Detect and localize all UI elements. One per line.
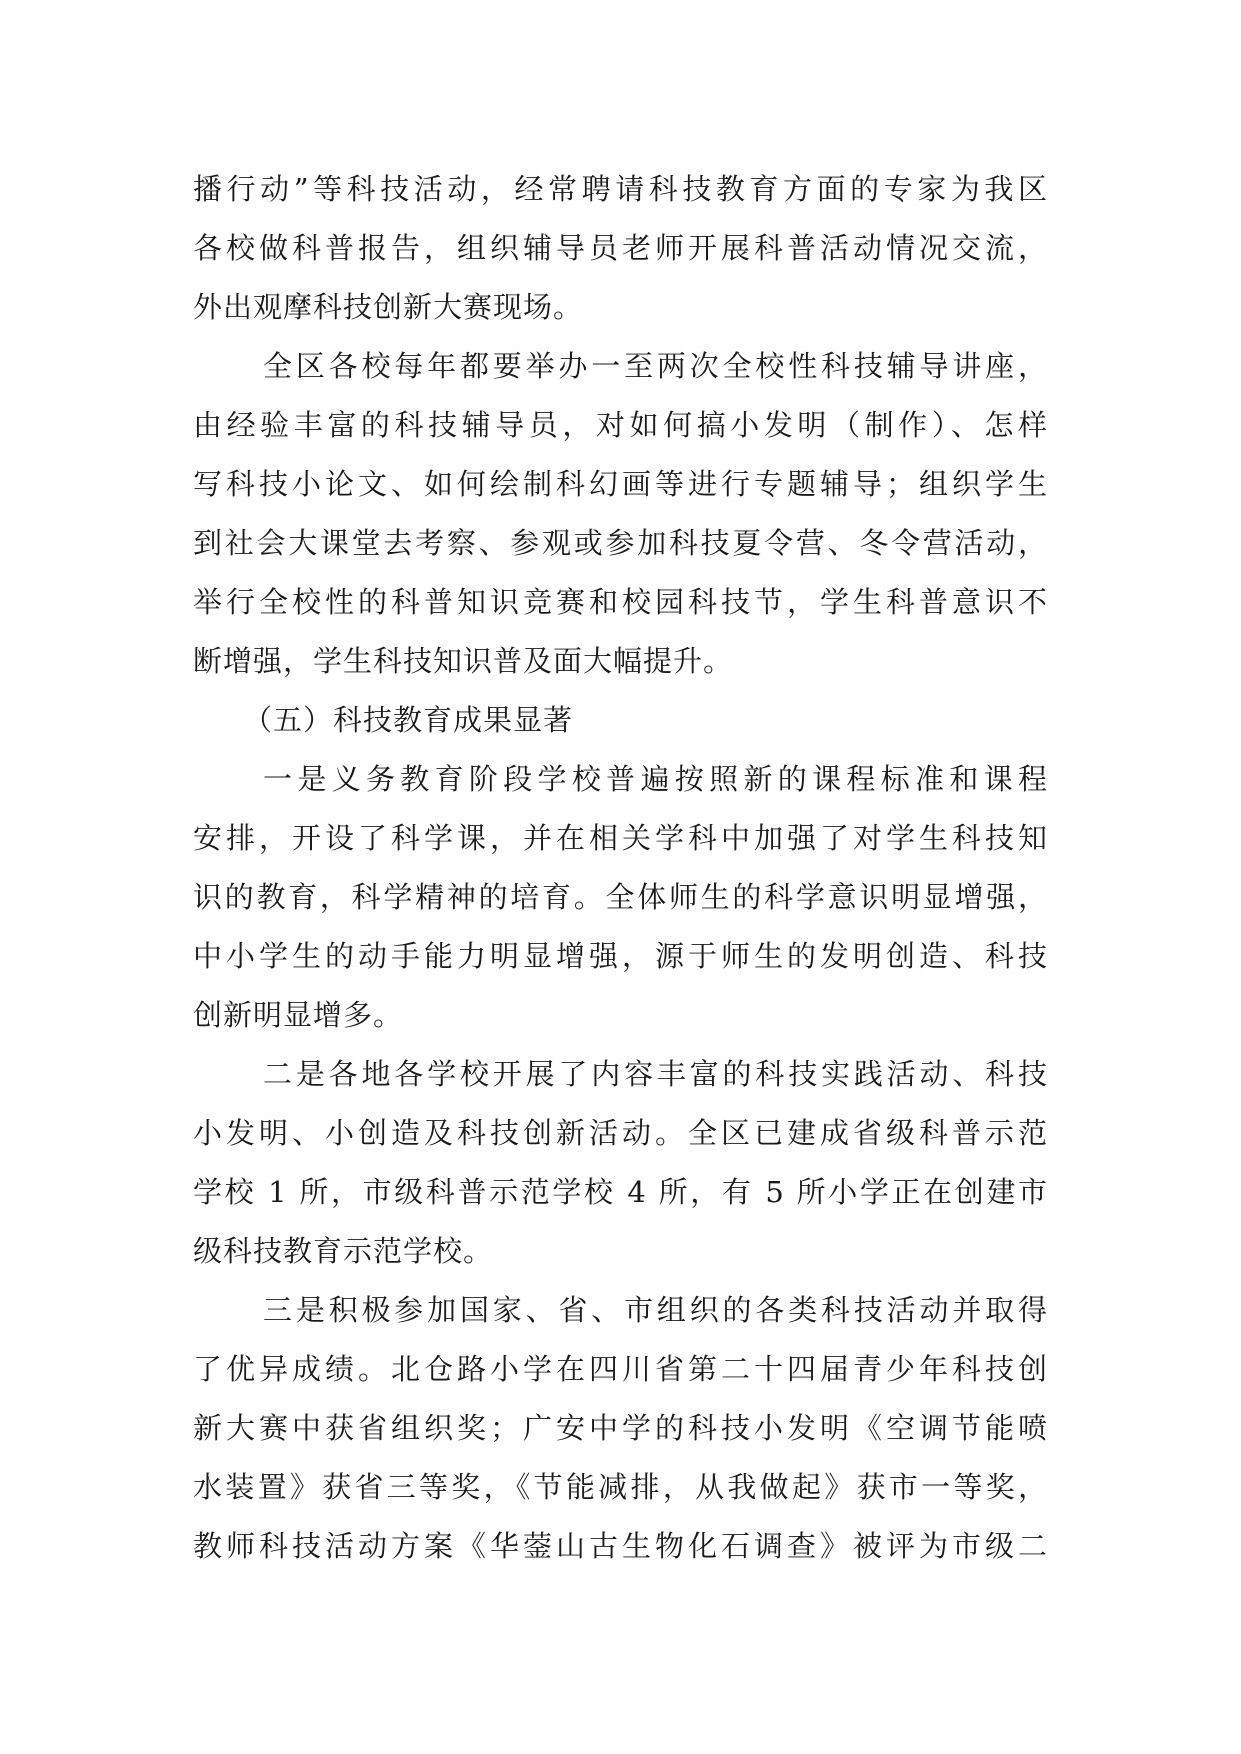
text-line: 识的教育，科学精神的培育。全体师生的科学意识明显增强，: [193, 880, 1048, 914]
text-line: 中小学生的动手能力明显增强，源于师生的发明创造、科技: [193, 939, 1048, 973]
text-line: 外出观摩科技创新大赛现场。: [193, 290, 584, 324]
text-line: 小发明、小创造及科技创新活动。全区已建成省级科普示范: [193, 1116, 1048, 1150]
text-line: 级科技教育示范学校。: [193, 1234, 494, 1268]
text-line: 水装置》获省三等奖，《节能减排，从我做起》获市一等奖，: [193, 1470, 1048, 1504]
text-line: 各校做科普报告，组织辅导员老师开展科普活动情况交流，: [193, 231, 1048, 265]
text-line: 学校 1 所，市级科普示范学校 4 所，有 5 所小学正在创建市: [193, 1175, 1048, 1209]
text-line: 由经验丰富的科技辅导员，对如何搞小发明（制作）、怎样: [193, 408, 1048, 442]
body-text: [193, 160, 1048, 1576]
text-line: 写科技小论文、如何绘制科幻画等进行专题辅导；组织学生: [193, 467, 1048, 501]
text-line: 了优异成绩。北仓路小学在四川省第二十四届青少年科技创: [193, 1352, 1048, 1386]
text-line: 新大赛中获省组织奖；广安中学的科技小发明《空调节能喷: [193, 1411, 1048, 1445]
text-line: 播行动”等科技活动，经常聘请科技教育方面的专家为我区: [193, 172, 1048, 206]
text-line: 一是义务教育阶段学校普遍按照新的课程标准和课程: [263, 762, 1048, 796]
text-line: 断增强，学生科技知识普及面大幅提升。: [193, 644, 734, 678]
text-line: 到社会大课堂去考察、参观或参加科技夏令营、冬令营活动，: [193, 526, 1048, 560]
section-heading: （五）科技教育成果显著: [243, 703, 574, 737]
text-line: 教师科技活动方案《华蓥山古生物化石调查》被评为市级二: [193, 1529, 1048, 1563]
text-line: 三是积极参加国家、省、市组织的各类科技活动并取得: [263, 1293, 1048, 1327]
text-line: 全区各校每年都要举办一至两次全校性科技辅导讲座，: [263, 349, 1048, 383]
text-line: 创新明显增多。: [193, 998, 404, 1032]
text-line: 二是各地各学校开展了内容丰富的科技实践活动、科技: [263, 1057, 1048, 1091]
text-line: 举行全校性的科普知识竞赛和校园科技节，学生科普意识不: [193, 585, 1048, 619]
text-line: 安排，开设了科学课，并在相关学科中加强了对学生科技知: [193, 821, 1048, 855]
